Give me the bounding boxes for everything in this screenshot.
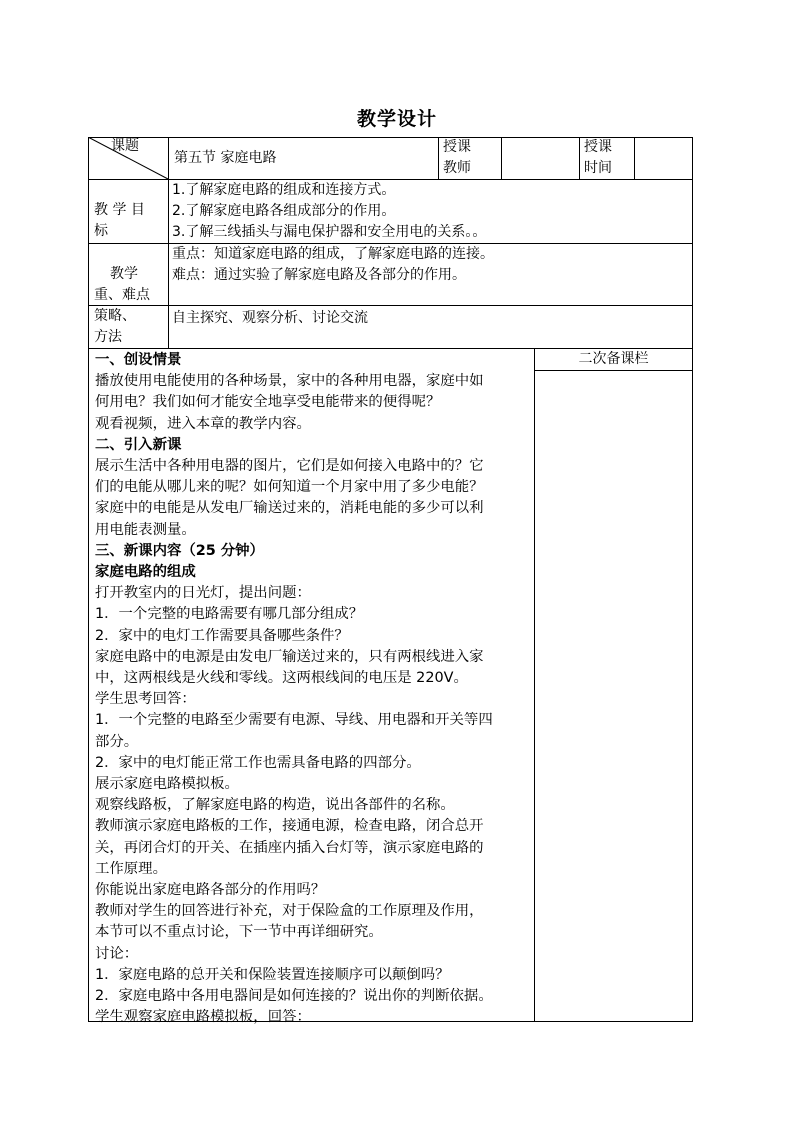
- body-line: 1．家庭电路的总开关和保险装置连接顺序可以颠倒吗？: [95, 966, 450, 983]
- body-line: 用电能表测量。: [95, 521, 196, 538]
- teacher-label-line1: 授课: [443, 139, 471, 155]
- header-divider-1: [438, 137, 439, 179]
- time-label-line2: 时间: [584, 160, 612, 176]
- body-line: 何用电？我们如何才能安全地享受电能带来的便得呢？: [95, 394, 441, 411]
- methods-value: 自主探究、观察分析、讨论交流: [172, 310, 368, 326]
- topic-label: 课题: [111, 138, 139, 154]
- body-line: 讨论：: [95, 945, 139, 962]
- header-divider-4: [634, 137, 635, 179]
- lesson-body: [95, 350, 531, 1029]
- side-header-divider: [534, 370, 693, 371]
- body-line: 你能说出家庭电路各部分的作用吗？: [95, 882, 326, 899]
- side-column-divider: [534, 348, 535, 1022]
- keypoints-label-line1: 教学: [110, 266, 138, 282]
- time-label-line1: 授课: [584, 139, 612, 155]
- body-line: 1．一个完整的电路至少需要有电源、导线、用电器和开关等四: [95, 712, 493, 729]
- body-line: 展示家庭电路模拟板。: [95, 776, 239, 793]
- body-line: 展示生活中各种用电器的图片，它们是如何接入电路中的？它: [95, 458, 484, 475]
- body-line: 们的电能从哪儿来的呢？如何知道一个月家中用了多少电能？: [95, 479, 484, 496]
- section-heading: 一、创设情景: [95, 352, 182, 368]
- body-line: 2．家中的电灯能正常工作也需具备电路的四部分。: [95, 754, 421, 771]
- body-line: 家庭电路中的电源是由发电厂输送过来的，只有两根线进入家: [95, 648, 484, 665]
- methods-label-line2: 方法: [94, 329, 122, 345]
- goal-item-3: 3.了解三线插头与漏电保护器和安全用电的关系。。: [172, 224, 487, 240]
- page-title: 教学设计: [356, 108, 437, 130]
- side-column-header: 二次备课栏: [578, 351, 649, 367]
- header-divider-3: [579, 137, 580, 179]
- body-line: 学生思考回答：: [95, 691, 196, 708]
- goals-label-line2: 标: [94, 223, 108, 239]
- body-line: 播放使用电能使用的各种场景，家中的各种用电器，家庭中如: [95, 373, 484, 390]
- header-divider-2: [501, 137, 502, 179]
- keypoint-item-2: 难点：通过实验了解家庭电路及各部分的作用。: [172, 267, 466, 283]
- body-line: 观察线路板，了解家庭电路的构造，说出各部件的名称。: [95, 797, 455, 814]
- body-line: 家庭中的电能是从发电厂输送过来的，消耗电能的多少可以利: [95, 500, 484, 517]
- goals-label-line1: 教 学 目: [94, 202, 145, 218]
- row-divider-3: [88, 305, 693, 306]
- body-line: 1．一个完整的电路需要有哪几部分组成？: [95, 606, 364, 623]
- body-line: 中，这两根线是火线和零线。这两根线间的电压是 220V。: [95, 670, 468, 687]
- goal-item-1: 1.了解家庭电路的组成和连接方式。: [172, 182, 396, 198]
- keypoint-item-1: 重点：知道家庭电路的组成，了解家庭电路的连接。: [172, 246, 494, 262]
- keypoints-label-line2: 重、难点: [94, 287, 150, 303]
- teacher-label-line2: 教师: [443, 160, 471, 176]
- body-line: 关，再闭合灯的开关、在插座内插入台灯等，演示家庭电路的: [95, 839, 484, 856]
- methods-label-line1: 策略、: [94, 308, 136, 324]
- section-heading: 三、新课内容（25 分钟）: [95, 542, 264, 559]
- body-line: 工作原理。: [95, 860, 167, 877]
- body-line: 教师演示家庭电路板的工作，接通电源，检查电路，闭合总开: [95, 818, 484, 835]
- body-line: 部分。: [95, 733, 139, 750]
- section-heading: 二、引入新课: [95, 436, 182, 453]
- body-line: 打开教室内的日光灯，提出问题：: [95, 585, 311, 602]
- body-line: 教师对学生的回答进行补充，对于保险盒的工作原理及作用，: [95, 903, 484, 920]
- body-line: 2．家中的电灯工作需要具备哪些条件？: [95, 627, 349, 644]
- body-line: 学生观察家庭电路模拟板，回答：: [95, 1009, 311, 1026]
- topic-value: 第五节 家庭电路: [174, 150, 277, 166]
- goal-item-2: 2.了解家庭电路各组成部分的作用。: [172, 203, 396, 219]
- body-line: 观看视频，进入本章的教学内容。: [95, 415, 311, 432]
- body-line: 2．家庭电路中各用电器间是如何连接的？说出你的判断依据。: [95, 988, 493, 1005]
- section-heading: 家庭电路的组成: [95, 564, 196, 581]
- body-line: 本节可以不重点讨论，下一节中再详细研究。: [95, 924, 383, 941]
